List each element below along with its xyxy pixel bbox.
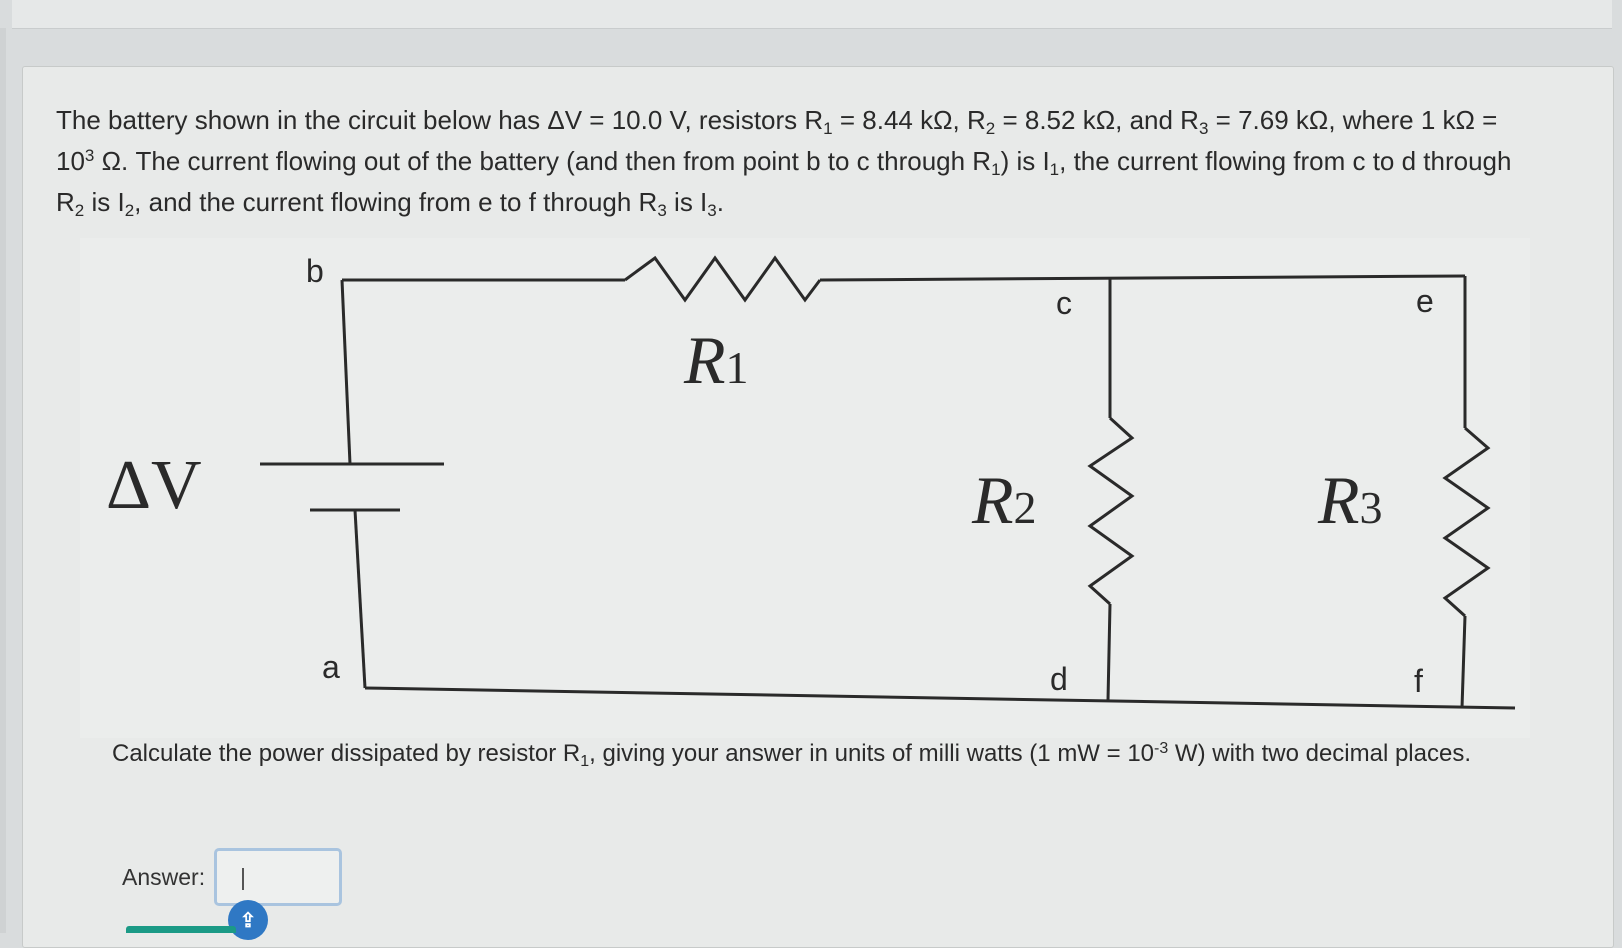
delta-v-label: ΔV <box>106 447 202 524</box>
r1-label: R1 <box>684 322 749 398</box>
wire-left-upper <box>342 280 350 464</box>
node-f-label: f <box>1414 663 1423 699</box>
answer-label: Answer: <box>122 864 206 890</box>
wire-r3-bottom <box>1462 616 1465 708</box>
resistor-r2 <box>1090 418 1132 604</box>
left-edge <box>0 28 6 933</box>
r3-label: R3 <box>1318 462 1383 538</box>
wire-r2-bottom <box>1108 604 1110 700</box>
text-cursor <box>242 868 244 890</box>
r1-subscript: 1 <box>725 342 749 393</box>
r2-label: R2 <box>972 462 1037 538</box>
r3-subscript: 3 <box>1359 482 1383 533</box>
answer-input[interactable] <box>214 848 342 906</box>
node-d-label: d <box>1050 661 1068 697</box>
circuit-svg <box>80 238 1530 738</box>
node-a-label: a <box>322 649 340 685</box>
wire-top-right <box>820 276 1465 280</box>
r2-subscript: 2 <box>1013 482 1037 533</box>
node-c-label: c <box>1056 285 1072 321</box>
check-button[interactable] <box>126 926 236 933</box>
wire-bottom <box>365 688 1515 708</box>
help-icon[interactable] <box>228 900 268 940</box>
resistor-r3 <box>1445 428 1488 616</box>
circuit-diagram <box>80 238 1530 738</box>
resistor-r1 <box>625 258 820 300</box>
question-text: The battery shown in the circuit below has ΔV = 10.0 V, resistors $R_1 = 8.44$ kΩ, $R_2 = 8.52$ kΩ, and $R_3 = 7.69$ kΩ, where 1 $k\Omega = 10^3$ Ω. The current flowing out of the battery (and then from point b to c through $R_1$) is $I_1$, the current flowing from c to d through $R_2$ is $I_2$, and the current flowing from e to f through $R_3$ is $I_3$. <box>56 105 1512 220</box>
top-toolbar-strip <box>12 0 1612 29</box>
wire-left-lower <box>355 510 365 688</box>
help-icon-glyph: ⇪ <box>239 909 257 932</box>
power-question-prompt: Calculate the power dissipated by resistor $R_1$, giving your answer in units of milli watts (1 mW = $10^{-3}$ W) with two decimal places. <box>112 740 1472 770</box>
node-b-label: b <box>306 253 324 289</box>
node-e-label: e <box>1416 283 1434 319</box>
